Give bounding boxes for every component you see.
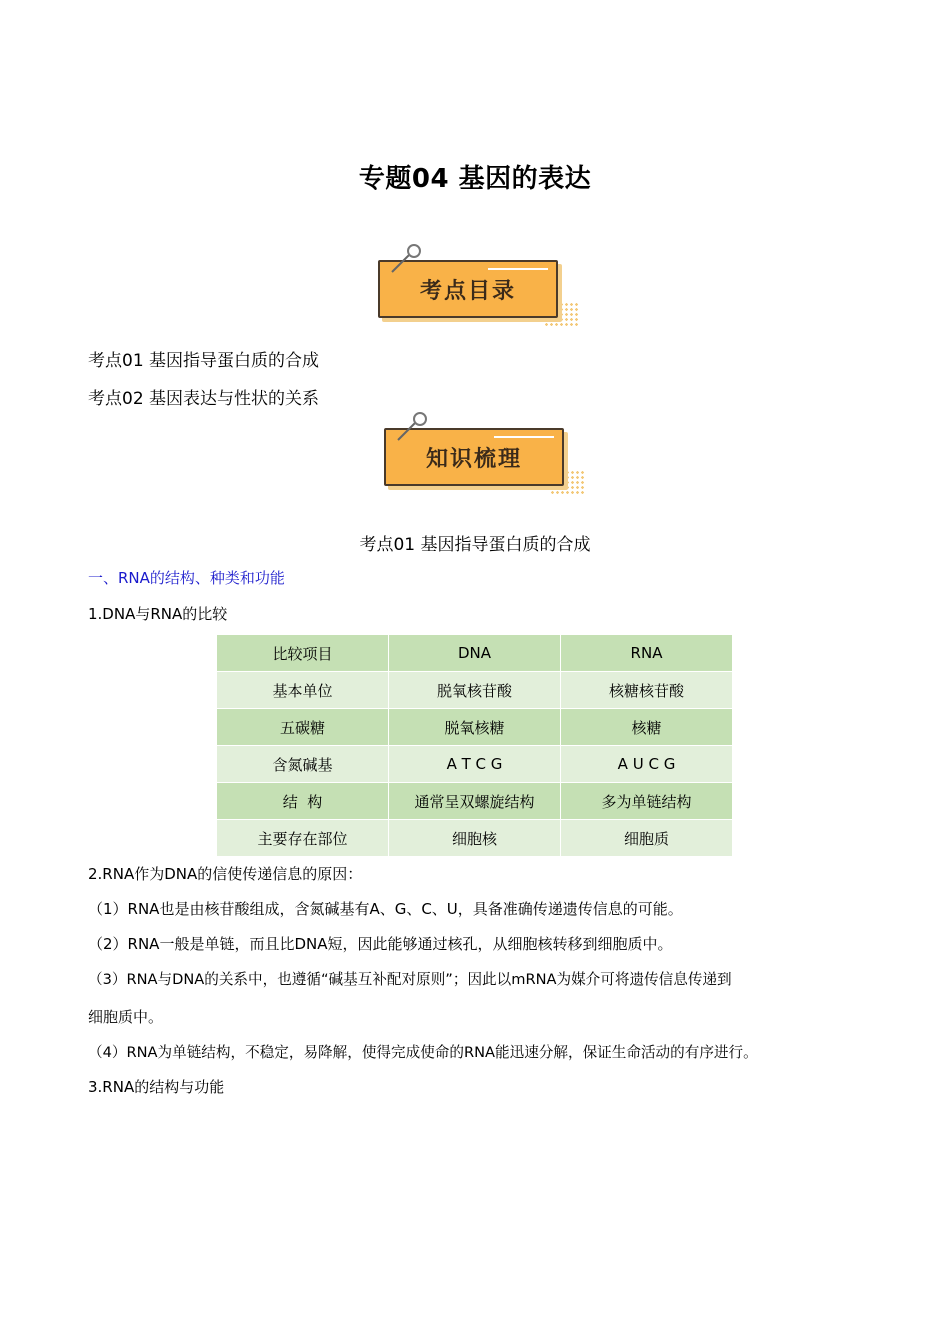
badge-line-decoration [488,268,548,270]
paragraph-2: 2.RNA作为DNA的信使传递信息的原因： [88,865,363,883]
table-row [217,783,733,820]
table-cell: 五碳糖 [217,709,389,746]
toc-item-02[interactable]: 考点02 基因表达与性状的关系 [88,389,320,409]
table-cell: 细胞核 [389,820,561,857]
knowledge-badge [384,416,584,496]
paragraph-2-2: （2）RNA一般是单链，而且比DNA短，因此能够通过核孔，从细胞核转移到细胞质中。 [88,935,673,953]
pushpin-icon [394,410,434,450]
toc-badge [378,248,578,328]
table-row [217,672,733,709]
table-cell: 细胞质 [561,820,733,857]
badge-line-decoration [494,436,554,438]
page-title: 专题04 基因的表达 [358,164,592,194]
table-row [217,709,733,746]
blue-heading: 一、RNA的结构、种类和功能 [88,569,285,587]
paragraph-2-1: （1）RNA也是由核苷酸组成，含氮碱基有A、G、C、U，具备准确传递遗传信息的可能。 [88,900,683,918]
table-row [217,820,733,857]
table-cell: A T C G [389,746,561,783]
table-cell: 核糖核苷酸 [561,672,733,709]
table-cell: 含氮碱基 [217,746,389,783]
toc-item-01[interactable]: 考点01 基因指导蛋白质的合成 [88,351,320,371]
toc-badge-label: 考点目录 [419,279,516,304]
paragraph-2-3-cont: 细胞质中。 [88,1008,164,1026]
comparison-table [216,634,733,857]
table-cell: 主要存在部位 [217,820,389,857]
subheading-1: 1.DNA与RNA的比较 [88,605,228,623]
table-cell: 多为单链结构 [561,783,733,820]
section-title: 考点01 基因指导蛋白质的合成 [359,535,591,555]
table-cell: 核糖 [561,709,733,746]
table-cell: 脱氧核苷酸 [389,672,561,709]
table-header-cell: RNA [561,635,733,672]
table-row [217,746,733,783]
table-header-cell: DNA [389,635,561,672]
knowledge-badge-label: 知识梳理 [425,447,522,472]
table-cell: 结 构 [217,783,389,820]
table-cell: 脱氧核糖 [389,709,561,746]
table-cell: A U C G [561,746,733,783]
paragraph-3: 3.RNA的结构与功能 [88,1078,225,1096]
paragraph-2-3: （3）RNA与DNA的关系中，也遵循“碱基互补配对原则”；因此以mRNA为媒介可将遗传信息传递到 [88,971,732,988]
table-cell: 通常呈双螺旋结构 [389,783,561,820]
table-header-row [217,635,733,672]
pushpin-icon [388,242,428,282]
table-cell: 基本单位 [217,672,389,709]
paragraph-2-4: （4）RNA为单链结构，不稳定，易降解，使得完成使命的RNA能迅速分解，保证生命活动的有序进行。 [88,1044,758,1061]
table-header-cell: 比较项目 [217,635,389,672]
